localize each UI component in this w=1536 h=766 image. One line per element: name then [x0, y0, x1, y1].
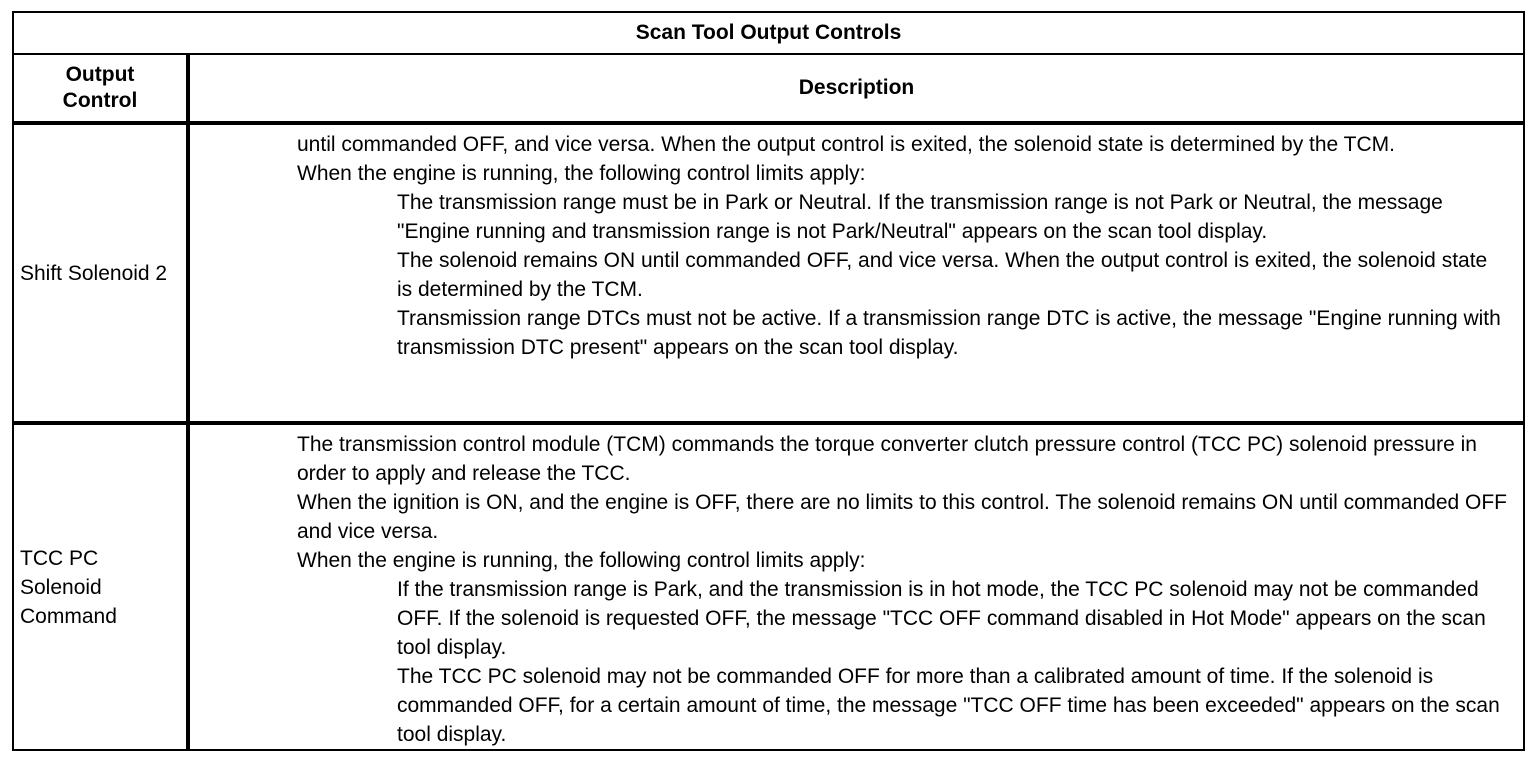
header-description: Description: [798, 76, 915, 99]
description-paragraph: When the ignition is ON, and the engine is OFF, there are no limits to this control. The solenoid remains ON until commanded OFF and vice versa.: [297, 491, 1508, 543]
control-name: TCC PC Solenoid Command: [20, 546, 117, 628]
description-limit: The transmission range must be in Park or Neutral. If the transmission range is not Park or Neutral, the message "Engine running and transmission range is not Park/Neutral" appears on the scan tool display.: [397, 191, 1443, 243]
description-limit: The solenoid remains ON until commanded OFF, and vice versa. When the output control is exited, the solenoid state is determined by the TCM.: [397, 249, 1488, 301]
output-controls-table: [12, 11, 1525, 751]
control-cell: [14, 425, 190, 749]
header-output-control-label: Output Control: [62, 63, 138, 112]
description-paragraph: When the engine is running, the following control limits apply:: [297, 162, 866, 185]
description-paragraph: until commanded OFF, and vice versa. When the output control is exited, the solenoid state is determined by the TCM.: [297, 133, 1395, 156]
description-limit: If the transmission range is Park, and the transmission is in hot mode, the TCC PC solenoid may not be commanded OFF. If the solenoid is requested OFF, the message "TCC OFF command disabled in Hot Mode" appears on the scan tool display.: [397, 578, 1486, 659]
description-limit: Transmission range DTCs must not be active. If a transmission range DTC is active, the message "Engine running with transmission DTC present" appears on the scan tool display.: [397, 307, 1501, 359]
description-cell: [190, 125, 1523, 421]
table-title: Scan Tool Output Controls: [14, 13, 1523, 55]
description-limit: The TCC PC solenoid may not be commanded OFF for more than a calibrated amount of time. If the solenoid is commanded OFF, for a certain amount of time, the message "TCC OFF time has been exceeded" appears on the scan tool display.: [397, 665, 1500, 746]
description-cell: [190, 425, 1523, 749]
control-name: Shift Solenoid 2: [20, 261, 168, 285]
table-header-row: [14, 55, 1523, 125]
description-paragraph: When the engine is running, the following control limits apply:: [297, 549, 866, 572]
header-output-control: [14, 55, 190, 121]
table-row: [14, 125, 1523, 425]
control-cell: [14, 125, 190, 421]
table-row: [14, 425, 1523, 749]
description-paragraph: The transmission control module (TCM) commands the torque converter clutch pressure control (TCC PC) solenoid pressure in order to apply and release the TCC.: [297, 433, 1477, 485]
